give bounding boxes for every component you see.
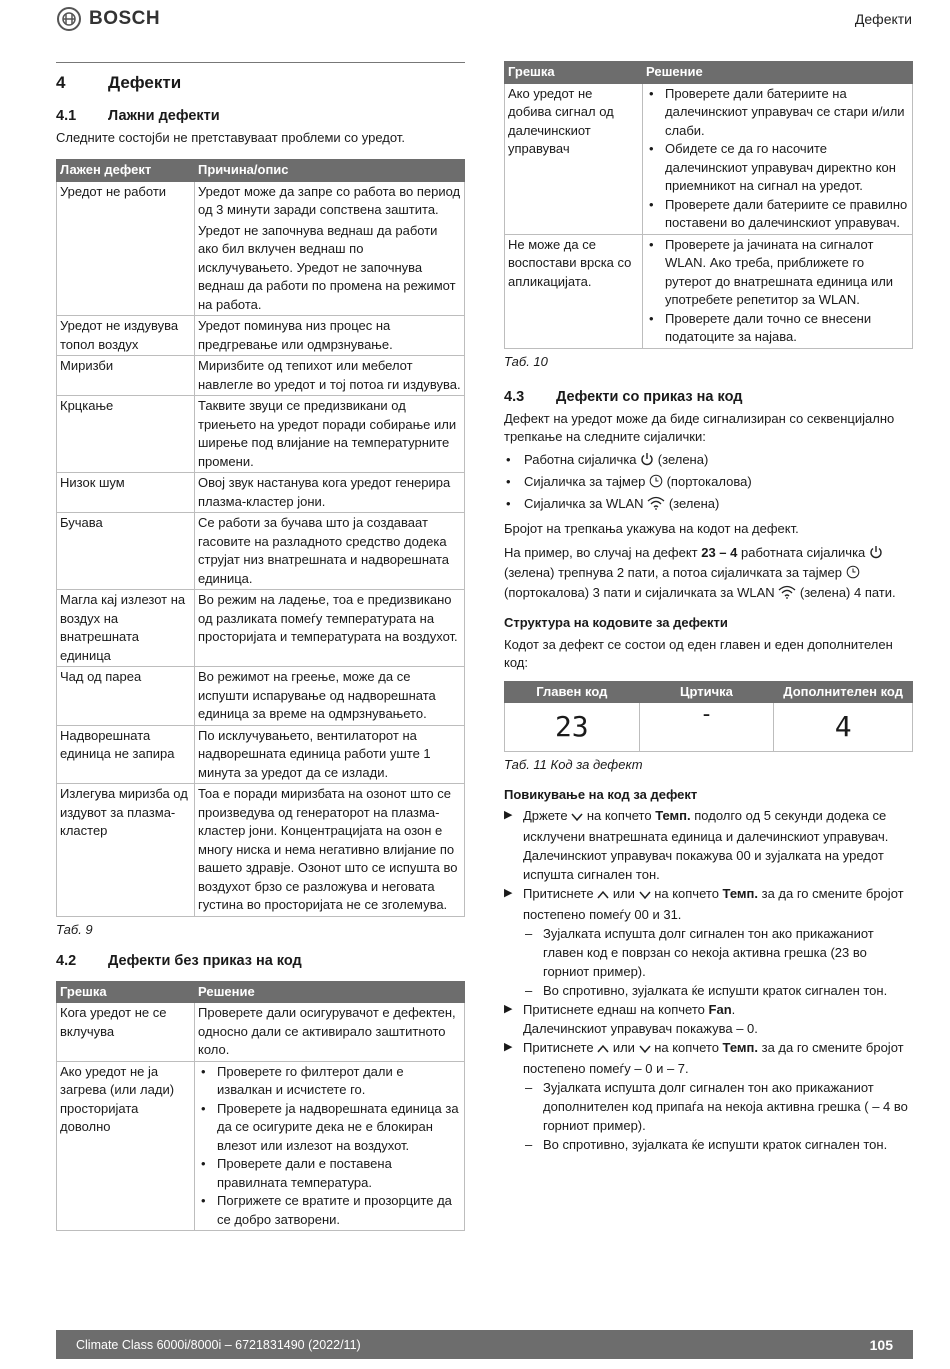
- list-item: • Сијаличка за WLAN (зелена): [504, 494, 913, 516]
- section-4-2-title: 4.2 Дефекти без приказ на код: [56, 952, 302, 969]
- table-caption: Таб. 10: [504, 353, 548, 369]
- wifi-icon: [647, 496, 665, 516]
- table-row: Магла кај излезот на воздух на внатрешната единица Во режим на ладење, тоа е предизвикано од разликата помеѓу температурата на просторијата и температурата на воздухот.: [57, 590, 465, 667]
- table-caption: Таб. 11 Код за дефект: [504, 757, 643, 772]
- table-header: Грешка: [505, 62, 643, 84]
- chapter-rule: [56, 62, 465, 63]
- table-header: Решение: [643, 62, 913, 84]
- blink-count-text: Бројот на трепкања укажува на кодот на дефект.: [504, 520, 799, 536]
- table-row: Ако уредот не ја загрева (или лади) просторијата доволно • Проверете го филтерот дали е извалкан и исчистете го. • Проверете ја надворешната единица за да се осигурите дека не е блокиран влезот или излезот на воздухот. • Проверете дали е поставена правилната температура. • Погрижете се вратите и прозорците да се добро затворени.: [57, 1061, 465, 1231]
- chevron-up-icon: [597, 1040, 609, 1059]
- section-4-3-title: 4.3 Дефекти со приказ на код: [504, 388, 743, 405]
- list-item: • Проверете го филтерот дали е извалкан и исчистете го.: [217, 1063, 461, 1100]
- table-row: [505, 703, 913, 752]
- section-4-1-title: 4.1 Лажни дефекти: [56, 108, 220, 124]
- code-structure-title: Структура на кодовите за дефекти: [504, 614, 728, 630]
- table-row: Ако уредот не добива сигнал од далечинскиот управувач • Проверете дали батериите на далечинскиот управувач се стари и/или слаби. • Обидете се да го насочите далечинскиот управувач директно кон приемникот на сигнал на уредот. • Проверете дали батериите се правилно поставени во далечинскиот управувач.: [505, 83, 913, 234]
- list-item: • Работна сијаличка (зелена): [504, 450, 913, 472]
- power-icon: [640, 452, 654, 472]
- table-row: Излегува миризба од издувот за плазма-кластер Тоа е поради миризбата на озонот што се произведува од генераторот на плазма-кластер јони. Концентрацијата на озон е многу ниска и нема негативно влијание по вашето здравје. Озонот што се испушта во воздухот брзо се разложува и неговата густина во просторијата не се зголемува.: [57, 784, 465, 917]
- table-header: Причина/опис: [195, 160, 465, 182]
- table-row: Надворешната единица не запира По исклучувањето, вентилаторот на надворешната единица работи уште 1 минута за уредот да се излади.: [57, 725, 465, 784]
- list-item: • Проверете ја јачината на сигналот WLAN. Ако треба, приближете го рутерот до внатрешната единица или употребете репетитор за WLAN.: [665, 236, 909, 310]
- left-column: [56, 62, 465, 1231]
- bosch-armature-icon: [57, 7, 81, 31]
- table-header: Главен код: [505, 681, 640, 703]
- list-item: ▶ Притиснете еднаш на копчето Fan. Далечинскиот управувач покажува – 0.: [504, 1000, 913, 1038]
- page-number: 105: [869, 1336, 893, 1353]
- recall-steps: [504, 806, 913, 1154]
- table-row: Бучава Се работи за бучава што ја создаваат гасовите на разладното средство додека струјат низ внатрешната и надворешната единица.: [57, 513, 465, 590]
- table-row: Кога уредот не се вклучува Проверете дали осигурувачот е дефектен, односно дали се активирало заштитното коло.: [57, 1003, 465, 1062]
- table-row: Не може да се воспостави врска со апликацијата. • Проверете ја јачината на сигналот WLAN. Ако треба, приближете го рутерот до внатрешната единица или употребете репетитор за WLAN. • Проверете дали точно се внесени податоците за најава.: [505, 234, 913, 348]
- clock-icon: [649, 474, 663, 494]
- example-text: На пример, во случај на дефект 23 – 4 работната сијаличка (зелена) трепнува 2 пати, а потоа сијаличката за тајмер (портокалова) 3 пати и сијаличката за WLAN (зелена) 4 пати.: [504, 544, 913, 604]
- list-item: • Погрижете се вратите и прозорците да се добро затворени.: [217, 1192, 461, 1229]
- list-item: • Обидете се да го насочите далечинскиот управувач директно кон приемникот на сигнал на уредот.: [665, 140, 909, 196]
- extra-code-value: 4: [774, 703, 913, 752]
- table-row: Чад од пареа Во режимот на греење, може да се испушти испарување од надворешната единица за време на одмрзнувањето.: [57, 667, 465, 726]
- list-item: • Сијаличка за тајмер (портокалова): [504, 472, 913, 494]
- list-item: – Во спротивно, зујалката ќе испушти краток сигнален тон.: [504, 1135, 913, 1154]
- list-item: ▶ Притиснете или на копчето Темп. за да го смените бројот постепено помеѓу 00 и 31.: [504, 884, 913, 924]
- wifi-icon: [778, 585, 796, 604]
- defects-table-continued: [504, 61, 913, 349]
- list-item: • Проверете ја надворешната единица за да се осигурите дека не е блокиран влезот или излезот на воздухот.: [217, 1100, 461, 1156]
- table-row: Миризби Миризбите од тепихот или мебелот навлегле во уредот и тој потоа ги издувува.: [57, 356, 465, 396]
- table-header: Решение: [195, 981, 465, 1003]
- list-item: • Проверете дали точно се внесени податоците за најава.: [665, 310, 909, 347]
- clock-icon: [846, 565, 860, 584]
- table-row: Уредот не работи Уредот може да запре со работа во период од 3 минути заради сопствена заштита. Уредот не започнува веднаш да работи ако бил вклучен веднаш по исклучувањето. Уредот не започнува веднаш да работи по промена на режимот на работа.: [57, 181, 465, 316]
- no-code-defects-table: [56, 981, 465, 1232]
- chevron-down-icon: [571, 808, 583, 827]
- list-item: – Зујалката испушта долг сигнален тон ако прикажаниот главен код е поврзан со некоја активна грешка (23 во горниот пример).: [504, 924, 913, 981]
- table-header: Цртичка: [639, 681, 774, 703]
- table-row: Уредот не издувува топол воздух Уредот поминува низ процес на предгревање или одмрзнување.: [57, 316, 465, 356]
- table-caption: Таб. 9: [56, 921, 93, 937]
- chevron-down-icon: [639, 1040, 651, 1059]
- recall-title: Повикување на код за дефект: [504, 787, 698, 802]
- table-header: Лажен дефект: [57, 160, 195, 182]
- power-icon: [869, 545, 883, 564]
- list-item: – Зујалката испушта долг сигнален тон ако прикажаниот дополнителен код припаѓа на некоја активна грешка ( – 4 во горниот пример).: [504, 1078, 913, 1135]
- list-item: • Проверете дали батериите на далечинскиот управувач се стари и/или слаби.: [665, 85, 909, 141]
- list-item: – Во спротивно, зујалката ќе испушти краток сигнален тон.: [504, 981, 913, 1000]
- dash-value: -: [639, 703, 774, 752]
- list-item: • Проверете дали е поставена правилната температура.: [217, 1155, 461, 1192]
- code-structure-text: Кодот за дефект се состои од еден главен и еден дополнителен код:: [504, 636, 893, 670]
- section-4-1-intro: Следните состојби не претставуваат проблеми со уредот.: [56, 130, 405, 145]
- chapter-title: 4 Дефекти: [56, 73, 182, 92]
- chevron-up-icon: [597, 886, 609, 905]
- lamp-list: [504, 450, 913, 516]
- false-defects-table: [56, 159, 465, 917]
- chevron-down-icon: [639, 886, 651, 905]
- error-code-table: [504, 681, 913, 753]
- footer-doc-info: Climate Class 6000i/8000i – 6721831490 (2022/11): [76, 1337, 361, 1352]
- table-header: Грешка: [57, 981, 195, 1003]
- table-header: Дополнителен код: [774, 681, 913, 703]
- brand-logo: [57, 7, 160, 31]
- header-section-title: Дефекти: [854, 11, 912, 27]
- table-row: Низок шум Овој звук настанува кога уредот генерира плазма-кластер јони.: [57, 473, 465, 513]
- section-4-3-intro: Дефект на уредот може да биде сигнализиран со секвенцијално трепкање на следните сијалички:: [504, 410, 895, 444]
- list-item: ▶ Држете на копчето Темп. подолго од 5 секунди додека се исклучени внатрешната единица и далечинскиот управувач. Далечинскиот управувач покажува 00 и зујалката на уредот испушта сигнален тон.: [504, 806, 913, 884]
- brand-name: BOSCH: [89, 8, 161, 29]
- list-item: ▶ Притиснете или на копчето Темп. за да го смените бројот постепено помеѓу – 0 и – 7.: [504, 1038, 913, 1078]
- table-row: Крцкање Таквите звуци се предизвикани од триењето на уредот поради собирање или ширење под влијание на температурните промени.: [57, 396, 465, 473]
- page-footer: [56, 1330, 913, 1359]
- list-item: • Проверете дали батериите се правилно поставени во далечинскиот управувач.: [665, 196, 909, 233]
- right-column: [504, 61, 913, 1154]
- main-code-value: 23: [505, 703, 640, 752]
